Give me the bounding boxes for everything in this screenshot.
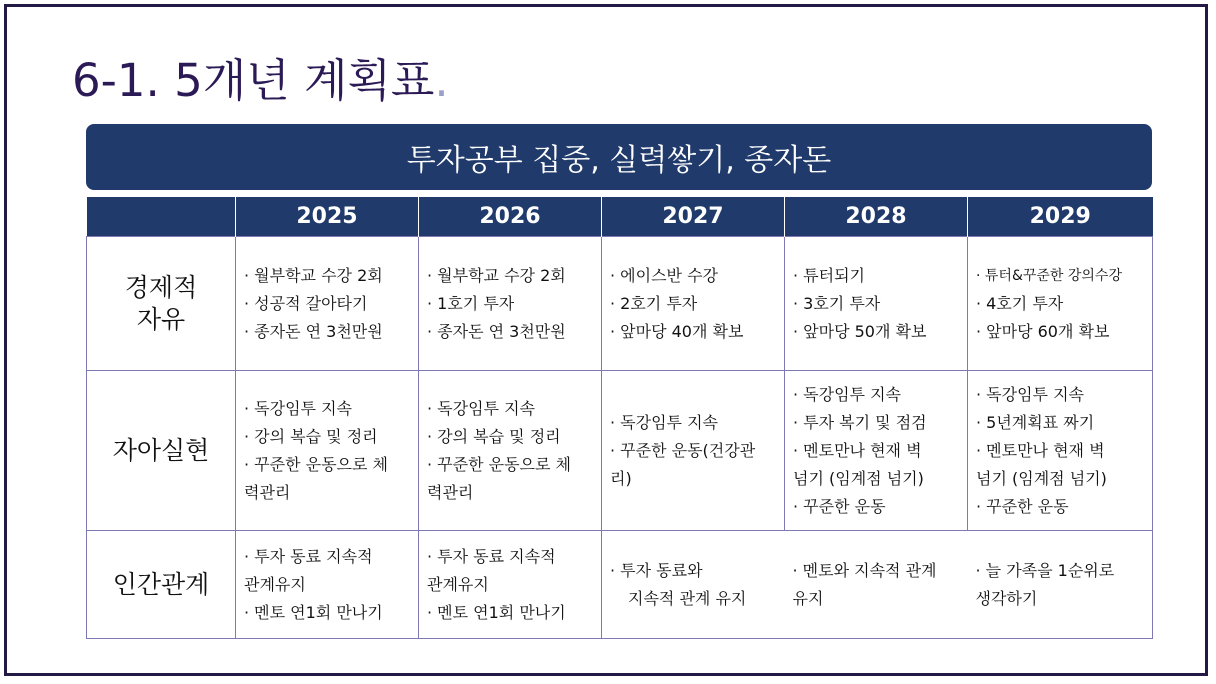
plan-item: · 투자 동료 지속적: [427, 546, 556, 566]
row-label-line: 경제적: [124, 272, 198, 302]
plan-item: 력관리: [244, 482, 291, 502]
year-header: 2025: [236, 197, 419, 237]
plan-item: · 종자돈 연 3천만원: [244, 321, 383, 341]
row-header-relationships: 인간관계: [87, 531, 236, 639]
title-dot: .: [434, 54, 449, 107]
row-header-self-realization: 자아실현: [87, 371, 236, 531]
plan-cell: [785, 531, 968, 639]
plan-item: · 독강임투 지속: [244, 398, 352, 418]
plan-cell: [419, 237, 602, 371]
banner-heading: 투자공부 집중, 실력쌓기, 종자돈: [86, 124, 1152, 190]
row-header-economic-freedom: [87, 237, 236, 371]
plan-item: · 독강임투 지속: [610, 412, 718, 432]
plan-cell: [785, 371, 968, 531]
plan-item: · 강의 복습 및 정리: [244, 426, 378, 446]
plan-item: · 멘토와 지속적 관계: [792, 560, 937, 580]
plan-item: · 성공적 갈아타기: [244, 293, 368, 313]
table-row: [87, 531, 1153, 639]
year-header: 2027: [602, 197, 785, 237]
plan-item: · 꾸준한 운동(건강관: [610, 440, 756, 460]
year-header-row: [87, 197, 1153, 237]
plan-item: 리): [610, 468, 632, 488]
plan-item: · 월부학교 수강 2회: [427, 265, 566, 285]
plan-cell: [419, 371, 602, 531]
plan-item: · 투자 동료 지속적: [244, 546, 373, 566]
plan-item: · 멘토만나 현재 벽: [793, 440, 922, 460]
plan-item: · 독강임투 지속: [976, 384, 1084, 404]
plan-item: · 5년계획표 짜기: [976, 412, 1095, 432]
plan-item: · 앞마당 60개 확보: [976, 321, 1110, 341]
plan-item: 관계유지: [427, 574, 489, 594]
plan-table: [86, 197, 1153, 639]
plan-item: · 앞마당 50개 확보: [793, 321, 927, 341]
plan-item: · 멘토 연1회 만나기: [427, 602, 566, 622]
plan-cell: [785, 237, 968, 371]
plan-item: 력관리: [427, 482, 474, 502]
plan-item: · 투자 복기 및 점검: [793, 412, 927, 432]
plan-item: 관계유지: [244, 574, 306, 594]
plan-item: · 월부학교 수강 2회: [244, 265, 383, 285]
plan-item: · 늘 가족을 1순위로: [975, 560, 1115, 580]
plan-item: · 독강임투 지속: [427, 398, 535, 418]
plan-cell: [968, 371, 1153, 531]
plan-item: · 멘토만나 현재 벽: [976, 440, 1105, 460]
plan-item: 넘기 (임계점 넘기): [793, 468, 924, 488]
plan-item: · 4호기 투자: [976, 293, 1064, 313]
plan-cell: [236, 237, 419, 371]
plan-cell: [968, 531, 1153, 639]
plan-item: · 에이스반 수강: [610, 265, 718, 285]
plan-item: 생각하기: [975, 588, 1038, 608]
plan-cell: [602, 531, 785, 639]
plan-item: · 2호기 투자: [610, 293, 698, 313]
plan-item: 유지: [792, 588, 824, 608]
row-label-line: 자유: [136, 304, 186, 334]
plan-item: · 꾸준한 운동: [976, 496, 1069, 516]
plan-cell: [968, 237, 1153, 371]
plan-item: · 독강임투 지속: [793, 384, 901, 404]
plan-item: · 앞마당 40개 확보: [610, 321, 744, 341]
plan-item: · 튜터&꾸준한 강의수강: [976, 267, 1122, 284]
plan-cell: [236, 371, 419, 531]
year-header: 2029: [968, 197, 1153, 237]
plan-item: · 종자돈 연 3천만원: [427, 321, 566, 341]
plan-item: · 강의 복습 및 정리: [427, 426, 561, 446]
plan-item: · 3호기 투자: [793, 293, 881, 313]
slide-title: 6-1. 5개년 계획표.: [72, 54, 449, 107]
year-header: 2026: [419, 197, 602, 237]
table-row: [87, 371, 1153, 531]
plan-item: · 꾸준한 운동으로 체: [427, 454, 571, 474]
plan-item: 넘기 (임계점 넘기): [976, 468, 1107, 488]
plan-item: · 꾸준한 운동: [793, 496, 886, 516]
plan-cell: [602, 237, 785, 371]
plan-item: · 1호기 투자: [427, 293, 515, 313]
plan-item: · 꾸준한 운동으로 체: [244, 454, 388, 474]
plan-cell: [602, 371, 785, 531]
plan-item: 지속적 관계 유지: [628, 588, 747, 608]
plan-item: · 멘토 연1회 만나기: [244, 602, 383, 622]
plan-item: · 투자 동료와: [610, 560, 703, 580]
year-header: 2028: [785, 197, 968, 237]
table-row: [87, 237, 1153, 371]
plan-cell: [236, 531, 419, 639]
corner-header: [87, 197, 236, 237]
plan-item: · 튜터되기: [793, 265, 865, 285]
plan-cell: [419, 531, 602, 639]
